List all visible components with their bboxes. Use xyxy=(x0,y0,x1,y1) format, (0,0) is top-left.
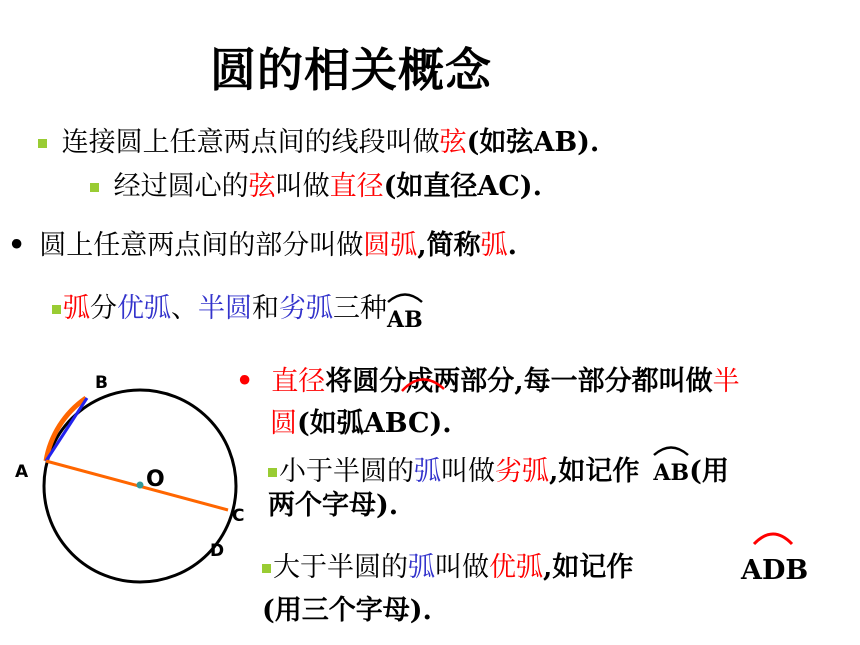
red-arc-symbol-icon xyxy=(750,527,796,547)
term-semicircle: 半圆 xyxy=(198,293,252,324)
text: 和 xyxy=(252,293,279,324)
bullet-icon xyxy=(268,468,277,477)
text: . xyxy=(507,230,518,261)
arc-notation-ab: AB xyxy=(387,303,423,337)
text: (用三个字母). xyxy=(262,595,432,626)
center-point xyxy=(137,482,144,489)
term-minor-arc: 劣弧 xyxy=(495,456,549,487)
point-label-b: B xyxy=(95,373,108,393)
text: ,如记作 xyxy=(549,456,640,487)
term-major-arc: 优弧 xyxy=(489,552,543,583)
text: 、 xyxy=(171,293,198,324)
term-major-arc: 优弧 xyxy=(117,293,171,324)
definition-chord xyxy=(38,126,599,160)
arc-notation-adb: ADB xyxy=(741,555,809,586)
text: (如弧ABC). xyxy=(297,408,452,439)
slide-title: 圆的相关概念 xyxy=(210,43,492,97)
term-chord: 弦 xyxy=(439,127,467,158)
center-label-o: O xyxy=(146,467,165,492)
bullet-icon xyxy=(38,139,47,148)
definition-diameter xyxy=(90,170,542,204)
arc-symbol-icon xyxy=(651,442,691,456)
bullet-icon xyxy=(90,183,99,192)
text: 圆上任意两点间的部分叫做 xyxy=(39,230,364,261)
red-arc-mark-icon xyxy=(398,371,448,395)
major-arc-definition xyxy=(262,551,633,585)
text: 经过圆心的 xyxy=(113,171,249,202)
arc-notation-ab: AB xyxy=(653,456,689,490)
term-minor-arc: 劣弧 xyxy=(279,293,333,324)
minor-arc-definition xyxy=(268,455,729,490)
text: 大于半圆的 xyxy=(273,552,408,583)
term-arc: 弧 xyxy=(414,456,441,487)
text: 三种 xyxy=(333,293,387,324)
text: 连接圆上任意两点间的线段叫做 xyxy=(61,127,440,158)
text: 将圆分成两部分,每一部分都叫做 xyxy=(325,366,713,397)
bullet-dot-icon: • xyxy=(236,366,254,397)
bullet-dot-icon: • xyxy=(8,230,26,261)
point-label-c: C xyxy=(232,506,245,526)
term-diameter: 直径 xyxy=(329,171,384,202)
term-semicircle-part: 圆 xyxy=(270,408,297,439)
text: 叫做 xyxy=(441,456,495,487)
arc-symbol-icon xyxy=(385,289,425,303)
text: (如弦AB). xyxy=(466,127,600,158)
arc-types xyxy=(52,292,423,333)
bullet-icon xyxy=(262,564,271,573)
term-arc: 弧 xyxy=(63,293,90,324)
text: 叫做 xyxy=(435,552,489,583)
term-arc: 圆弧 xyxy=(363,230,418,261)
term-diameter: 直径 xyxy=(271,366,326,397)
bullet-icon xyxy=(52,305,61,314)
text: (用 xyxy=(689,456,729,487)
text: 小于半圆的 xyxy=(279,456,414,487)
text: 两个字母). xyxy=(268,490,399,521)
term-chord: 弦 xyxy=(248,171,276,202)
text: ,简称 xyxy=(417,230,481,261)
term-arc-short: 弧 xyxy=(480,230,508,261)
semicircle-definition xyxy=(236,365,740,399)
major-arc-definition-cont xyxy=(262,594,432,628)
semicircle-definition-cont xyxy=(270,407,452,441)
text: 叫做 xyxy=(275,171,330,202)
term-semicircle-part: 半 xyxy=(712,366,740,397)
point-label-d: D xyxy=(210,541,225,561)
term-arc: 弧 xyxy=(408,552,435,583)
minor-arc-definition-cont xyxy=(268,489,398,523)
definition-arc xyxy=(8,229,517,263)
chord-ab xyxy=(46,398,87,461)
text: 分 xyxy=(90,293,117,324)
point-label-a: A xyxy=(15,462,29,482)
text: (如直径AC). xyxy=(383,171,542,202)
text: ,如记作 xyxy=(543,552,634,583)
circle-diagram xyxy=(0,365,240,595)
